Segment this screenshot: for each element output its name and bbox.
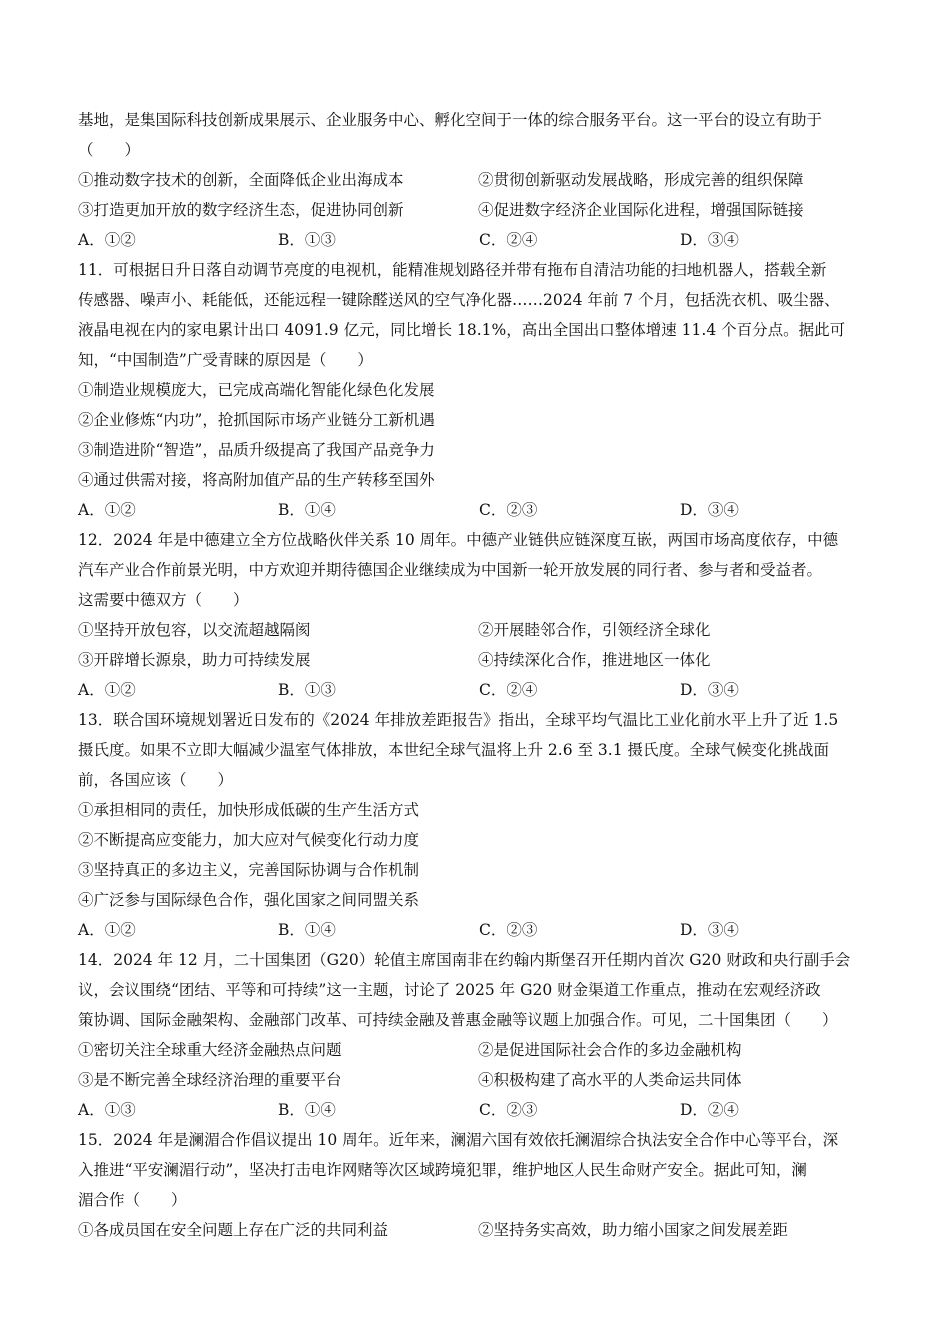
q14-options (78, 1100, 878, 1120)
q14-stem-line-3: 策协调、国际金融架构、金融部门改革、可持续金融及普惠金融等议题上加强合作。可见，二十国集团（ ） (78, 1011, 838, 1029)
q14-choice-4: ④积极构建了高水平的人类命运共同体 (478, 1071, 742, 1089)
q15-choice-1: ①各成员国在安全问题上存在广泛的共同利益 (78, 1221, 389, 1239)
q12-option-b: B．①③ (278, 681, 336, 699)
q11-option-a: A．①② (78, 501, 136, 519)
q10-choice-2: ②贯彻创新驱动发展战略，形成完善的组织保障 (478, 171, 804, 189)
q14-choice-3: ③是不断完善全球经济治理的重要平台 (78, 1071, 342, 1089)
q12-choice-3: ③开辟增长源泉，助力可持续发展 (78, 651, 311, 669)
q13-choice-2: ②不断提高应变能力，加大应对气候变化行动力度 (78, 831, 420, 849)
q11-stem-line-3: 液晶电视在内的家电累计出口 4091.9 亿元，同比增长 18.1%，高出全国出口整体增速 11.4 个百分点。据此可 (78, 321, 846, 339)
q10-option-d: D．③④ (680, 231, 739, 249)
q11-option-b: B．①④ (278, 501, 336, 519)
q12-stem-line-3: 这需要中德双方（ ） (78, 591, 249, 609)
q13-stem-line-3: 前，各国应该（ ） (78, 771, 234, 789)
q12-choice-1: ①坚持开放包容，以交流超越隔阂 (78, 621, 311, 639)
q10-choice-3: ③打造更加开放的数字经济生态，促进协同创新 (78, 201, 404, 219)
q14-choices-row-2 (78, 1070, 878, 1090)
q11-choice-4: ④通过供需对接，将高附加值产品的生产转移至国外 (78, 471, 435, 489)
q10-choice-4: ④促进数字经济企业国际化进程，增强国际链接 (478, 201, 804, 219)
q10-answer-bracket: （ ） (78, 141, 141, 159)
q11-option-d: D．③④ (680, 501, 739, 519)
q12-choices-row-2 (78, 650, 878, 670)
q12-stem-line-2: 汽车产业合作前景光明，中方欢迎并期待德国企业继续成为中国新一轮开放发展的同行者、参与者和受益者。 (78, 561, 823, 579)
q14-choice-1: ①密切关注全球重大经济金融热点问题 (78, 1041, 342, 1059)
q13-options (78, 920, 878, 940)
q11-stem-line-4: 知，“中国制造”广受青睐的原因是（ ） (78, 351, 373, 369)
q12-options (78, 680, 878, 700)
q13-choice-4: ④广泛参与国际绿色合作，强化国家之间同盟关系 (78, 891, 420, 909)
q11-choice-3: ③制造进阶“智造”，品质升级提高了我国产品竞争力 (78, 441, 435, 459)
q15-stem-line-2: 入推进“平安澜湄行动”，坚决打击电诈网赌等次区域跨境犯罪，维护地区人民生命财产安全。据此可知，澜 (78, 1161, 807, 1179)
q11-stem-line-1: 11．可根据日升日落自动调节亮度的电视机，能精准规划路径并带有拖布自清洁功能的扫地机器人，搭载全新 (78, 261, 827, 279)
q15-stem-line-3: 湄合作（ ） (78, 1191, 187, 1209)
q15-stem-line-1: 15．2024 年是澜湄合作倡议提出 10 周年。近年来，澜湄六国有效依托澜湄综合执法安全合作中心等平台，深 (78, 1131, 839, 1149)
q10-stem-line-1: 基地，是集国际科技创新成果展示、企业服务中心、孵化空间于一体的综合服务平台。这一平台的设立有助于 (78, 111, 823, 129)
q12-option-d: D．③④ (680, 681, 739, 699)
q10-option-a: A．①② (78, 231, 136, 249)
q14-option-c: C．②③ (479, 1101, 538, 1119)
q12-choice-4: ④持续深化合作，推进地区一体化 (478, 651, 711, 669)
q13-option-d: D．③④ (680, 921, 739, 939)
q10-option-b: B．①③ (278, 231, 336, 249)
q10-options (78, 230, 878, 250)
q14-stem-line-2: 议，会议围绕“团结、平等和可持续”这一主题，讨论了 2025 年 G20 财金渠道工作重点，推动在宏观经济政 (78, 981, 821, 999)
q14-choice-2: ②是促进国际社会合作的多边金融机构 (478, 1041, 742, 1059)
q12-choices-row-1 (78, 620, 878, 640)
q11-options (78, 500, 878, 520)
q14-option-a: A．①③ (78, 1101, 136, 1119)
q13-choice-1: ①承担相同的责任，加快形成低碳的生产生活方式 (78, 801, 420, 819)
q10-choices-row-2 (78, 200, 878, 220)
q13-option-c: C．②③ (479, 921, 538, 939)
q13-choice-3: ③坚持真正的多边主义，完善国际协调与合作机制 (78, 861, 420, 879)
q14-option-d: D．②④ (680, 1101, 739, 1119)
q12-option-c: C．②④ (479, 681, 538, 699)
q13-stem-line-1: 13．联合国环境规划署近日发布的《2024 年排放差距报告》指出，全球平均气温比工业化前水平上升了近 1.5 (78, 711, 839, 729)
q10-option-c: C．②④ (479, 231, 538, 249)
q15-choices-row-1 (78, 1220, 878, 1240)
q13-stem-line-2: 摄氏度。如果不立即大幅减少温室气体排放，本世纪全球气温将上升 2.6 至 3.1 摄氏度。全球气候变化挑战面 (78, 741, 830, 759)
q10-choice-1: ①推动数字技术的创新，全面降低企业出海成本 (78, 171, 404, 189)
q11-choice-2: ②企业修炼“内功”，抢抓国际市场产业链分工新机遇 (78, 411, 435, 429)
q10-choices-row-1 (78, 170, 878, 190)
q14-stem-line-1: 14．2024 年 12 月，二十国集团（G20）轮值主席国南非在约翰内斯堡召开任期内首次 G20 财政和央行副手会 (78, 951, 851, 969)
q14-option-b: B．①④ (278, 1101, 336, 1119)
q11-option-c: C．②③ (479, 501, 538, 519)
q13-option-b: B．①④ (278, 921, 336, 939)
q11-stem-line-2: 传感器、噪声小、耗能低，还能远程一键除醛送风的空气净化器……2024 年前 7 个月，包括洗衣机、吸尘器、 (78, 291, 840, 309)
q11-choice-1: ①制造业规模庞大，已完成高端化智能化绿色化发展 (78, 381, 435, 399)
q13-option-a: A．①② (78, 921, 136, 939)
q12-stem-line-1: 12．2024 年是中德建立全方位战略伙伴关系 10 周年。中德产业链供应链深度互嵌，两国市场高度依存，中德 (78, 531, 839, 549)
q12-option-a: A．①② (78, 681, 136, 699)
q12-choice-2: ②开展睦邻合作，引领经济全球化 (478, 621, 711, 639)
q15-choice-2: ②坚持务实高效，助力缩小国家之间发展差距 (478, 1221, 789, 1239)
q14-choices-row-1 (78, 1040, 878, 1060)
